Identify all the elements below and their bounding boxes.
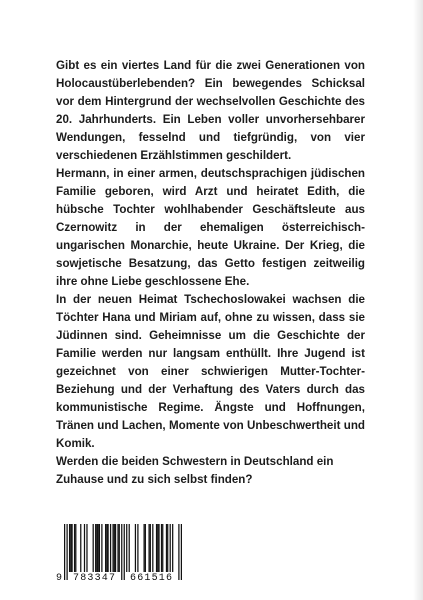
barcode-bar [74,524,75,572]
barcode-bar [156,524,157,572]
barcode-bar [121,524,122,580]
barcode-bar [145,524,146,572]
isbn-barcode [56,524,188,586]
barcode-bar [71,524,72,572]
barcode-bar [152,524,153,572]
barcode-bar [167,524,168,572]
barcode-bar [181,524,182,580]
barcode-bar [95,524,96,572]
barcode-bar [106,524,107,572]
barcode-bar [93,524,94,572]
barcode-bar [107,524,108,572]
barcode-bar [70,524,71,572]
barcode-bar [96,524,97,572]
blurb-paragraph-4: Werden die beiden Schwestern in Deutschland ein Zuhause und zu sich selbst finden? [56,455,334,486]
barcode-bar [172,524,173,572]
barcode-bar [135,524,136,572]
barcode-bar [129,524,130,572]
barcode-bar [101,524,102,572]
barcode-bar [64,524,65,580]
barcode-bar [69,524,70,572]
barcode-bar [98,524,99,572]
barcode-bar [158,524,159,572]
blurb-paragraph-3: In der neuen Heimat Tschechoslowakei wachsen die Töchter Hana und Miriam auf, ohne zu wissen, dass sie Jüdinnen sind. Geheimnisse um die Geschichte der Familie werden nur langsam enthüllt. Ihre Jugend ist gezeichnet von einer schwierigen Mutter-Tochter-Beziehung und der Verhaftung des Vaters durch das kommunistische Regime. Ängste und Hoffnungen, Tränen und Lachen, Momente von Unbeschwertheit und Komik. [56,293,365,450]
barcode-prefix-digit: 9 [56,573,63,584]
barcode-bar [148,524,149,572]
barcode-bar [162,524,163,572]
barcode-bar [115,524,116,572]
barcode-bar [124,524,125,580]
barcode-bar [126,524,127,572]
barcode-left-digits: 783347 [73,573,117,584]
barcode-bar [80,524,81,572]
blurb-paragraph-1: Gibt es ein viertes Land für die zwei Generationen von Holocaustüberlebenden? Ein bewegendes Schicksal vor dem Hintergrund der wechselvollen Geschichte des 20. Jahrhunderts. Ein Leben voller unvorhersehbarer Wendungen, fesselnd und tiefgründig, von vier verschiedenen Erzählstimmen geschildert. [56,59,365,162]
barcode-bar [66,524,67,580]
page-edge-shadow [413,0,423,600]
barcode-bar [117,524,118,572]
barcode-bar [166,524,167,572]
barcode-bar [157,524,158,572]
barcode-bar [119,524,120,572]
barcode-bar [84,524,85,572]
barcode-bar [150,524,151,572]
barcode-bar [75,524,76,572]
barcode-bar [161,524,162,572]
barcode-bar [105,524,106,572]
barcode-bar [86,524,87,572]
cover-blurb [56,57,365,489]
barcode-bar [112,524,113,572]
barcode-bar [143,524,144,572]
blurb-paragraph-2: Hermann, in einer armen, deutschsprachigen jüdischen Familie geboren, wird Arzt und heiratet Edith, die hübsche Tochter wohlhabender Geschäftsleute aus Czernowitz in der ehemaligen österreichisch-ungarischen Monarchie, heute Ukraine. Der Krieg, die sowjetische Besatzung, das Getto festigen zeitweilig ihre ohne Liebe geschlossene Ehe. [56,167,365,288]
barcode-bar [99,524,100,572]
barcode-bar [137,524,138,572]
barcode-bar [170,524,171,572]
barcode-bar [110,524,111,572]
barcode-right-digits: 661516 [130,573,174,584]
barcode-bar [178,524,179,580]
barcode-bar [114,524,115,572]
